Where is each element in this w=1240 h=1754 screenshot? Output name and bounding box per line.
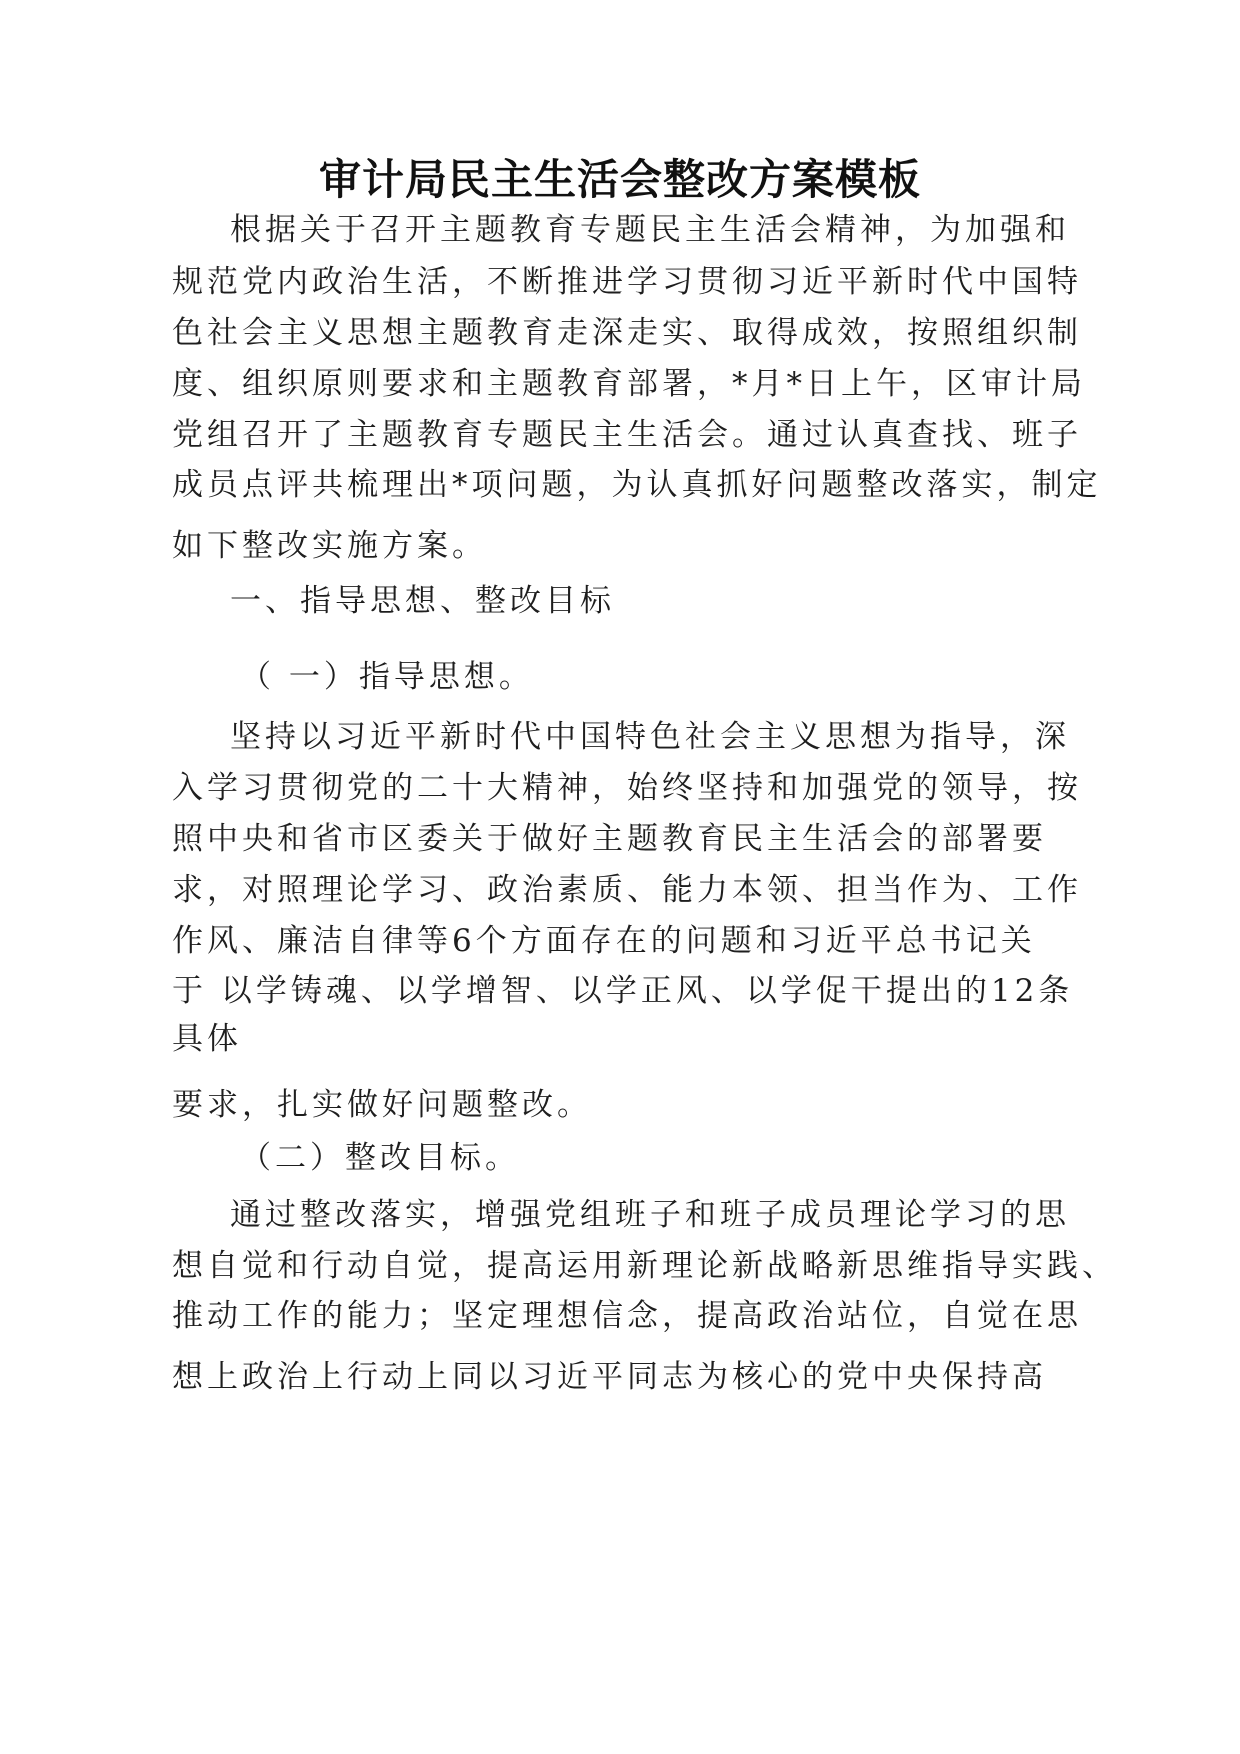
paragraph-line: 党组召开了主题教育专题民主生活会。通过认真查找、班子 [172, 417, 1082, 453]
paragraph-line: 要求，扎实做好问题整改。 [172, 1087, 592, 1123]
paragraph-line: 照中央和省市区委关于做好主题教育民主生活会的部署要 [172, 821, 1047, 857]
subsection-heading: （ 一）指导思想。 [240, 659, 534, 695]
paragraph-line: 推动工作的能力；坚定理想信念，提高政治站位，自觉在思 [172, 1298, 1082, 1334]
paragraph-line: 如下整改实施方案。 [172, 528, 487, 564]
paragraph-line: 成员点评共梳理出*项问题，为认真抓好问题整改落实，制定 [172, 467, 1102, 503]
paragraph-line: 于 以学铸魂、以学增智、以学正风、以学促干提出的12条 [172, 973, 1074, 1009]
paragraph-line: 具体 [172, 1021, 242, 1057]
paragraph-line: 根据关于召开主题教育专题民主生活会精神，为加强和 [230, 212, 1070, 248]
paragraph-line: 度、组织原则要求和主题教育部署，*月*日上午，区审计局 [172, 366, 1086, 402]
paragraph-line: 求，对照理论学习、政治素质、能力本领、担当作为、工作 [172, 872, 1082, 908]
paragraph-line: 作风、廉洁自律等6个方面存在的问题和习近平总书记关 [172, 923, 1036, 959]
document-title: 审计局民主生活会整改方案模板 [318, 155, 921, 204]
paragraph-line: 坚持以习近平新时代中国特色社会主义思想为指导，深 [230, 719, 1070, 755]
paragraph-line: 想自觉和行动自觉，提高运用新理论新战略新思维指导实践、 [172, 1248, 1117, 1284]
section-heading: 一、指导思想、整改目标 [230, 583, 615, 619]
paragraph-line: 色社会主义思想主题教育走深走实、取得成效，按照组织制 [172, 315, 1082, 351]
paragraph-line: 入学习贯彻党的二十大精神，始终坚持和加强党的领导，按 [172, 770, 1082, 806]
paragraph-line: 通过整改落实，增强党组班子和班子成员理论学习的思 [230, 1197, 1070, 1233]
subsection-heading: （二）整改目标。 [240, 1140, 520, 1176]
paragraph-line: 规范党内政治生活，不断推进学习贯彻习近平新时代中国特 [172, 264, 1082, 300]
paragraph-line: 想上政治上行动上同以习近平同志为核心的党中央保持高 [172, 1359, 1047, 1395]
